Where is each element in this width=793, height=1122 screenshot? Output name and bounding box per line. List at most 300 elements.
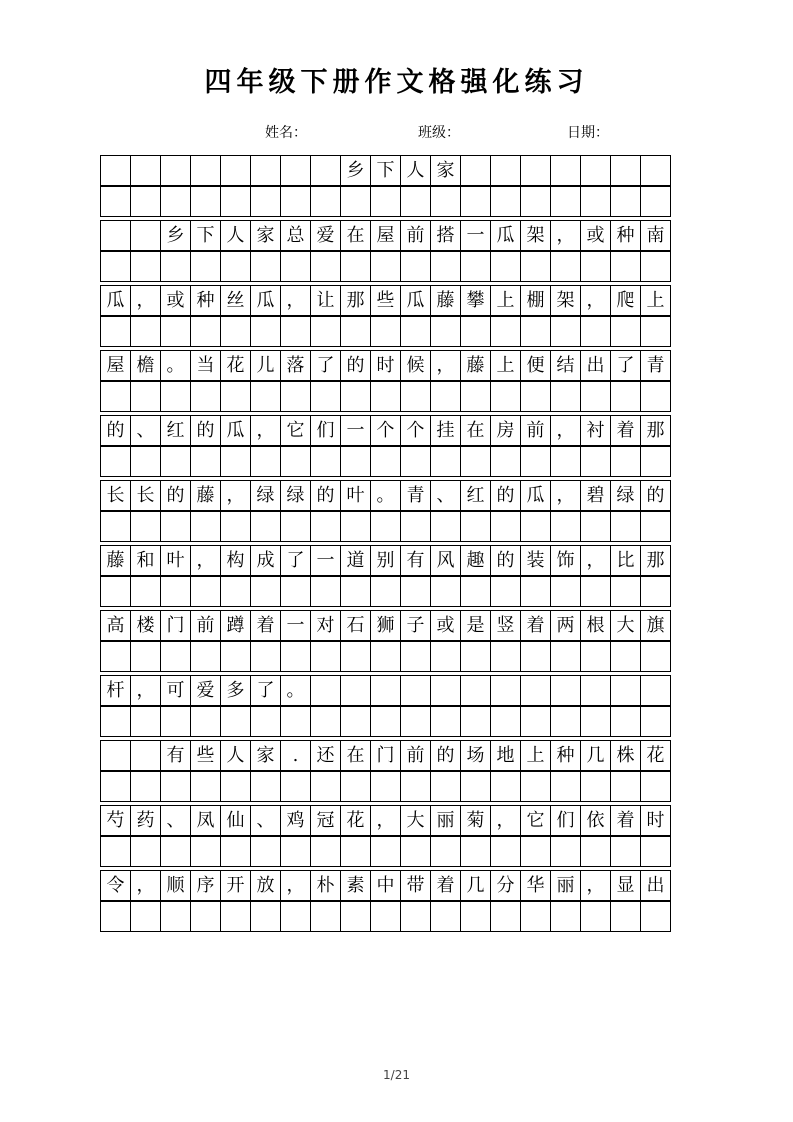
grid-cell: 旗 xyxy=(640,610,671,641)
grid-cell xyxy=(280,186,311,217)
grid-cell: 碧 xyxy=(580,480,611,511)
grid-cell xyxy=(280,706,311,737)
grid-cell xyxy=(160,511,191,542)
grid-cell xyxy=(250,155,281,186)
grid-cell xyxy=(370,641,401,672)
writing-grid xyxy=(100,155,671,932)
grid-cell xyxy=(430,186,461,217)
grid-cell xyxy=(160,901,191,932)
grid-cell: 的 xyxy=(340,350,371,381)
grid-cell: 芍 xyxy=(100,805,131,836)
grid-cell xyxy=(100,740,131,771)
grid-cell: 儿 xyxy=(250,350,281,381)
grid-cell: 放 xyxy=(250,870,281,901)
grid-cell xyxy=(610,706,641,737)
grid-cell xyxy=(460,511,491,542)
grid-cell: 了 xyxy=(310,350,341,381)
grid-cell xyxy=(550,316,581,347)
grid-cell xyxy=(220,771,251,802)
grid-cell xyxy=(370,316,401,347)
grid-cell: 衬 xyxy=(580,415,611,446)
grid-cell: 或 xyxy=(160,285,191,316)
blank-row xyxy=(100,771,671,802)
grid-cell: 。 xyxy=(280,675,311,706)
grid-cell: 藤 xyxy=(190,480,221,511)
grid-cell xyxy=(340,901,371,932)
grid-cell xyxy=(280,771,311,802)
grid-cell xyxy=(490,155,521,186)
text-row xyxy=(100,480,671,511)
grid-cell xyxy=(520,186,551,217)
grid-cell: 攀 xyxy=(460,285,491,316)
grid-cell xyxy=(370,381,401,412)
blank-row xyxy=(100,186,671,217)
grid-cell: . xyxy=(280,740,311,771)
grid-cell: 可 xyxy=(160,675,191,706)
grid-cell: 出 xyxy=(640,870,671,901)
grid-cell: 。 xyxy=(370,480,401,511)
grid-cell: 药 xyxy=(130,805,161,836)
grid-cell xyxy=(220,706,251,737)
grid-cell: ， xyxy=(550,415,581,446)
grid-cell: 便 xyxy=(520,350,551,381)
grid-cell: 乡 xyxy=(340,155,371,186)
grid-cell xyxy=(130,706,161,737)
grid-cell xyxy=(400,675,431,706)
name-label: 姓名： xyxy=(265,125,307,141)
grid-cell xyxy=(430,836,461,867)
grid-cell xyxy=(520,901,551,932)
grid-cell xyxy=(400,706,431,737)
grid-cell: 风 xyxy=(430,545,461,576)
grid-cell: 出 xyxy=(580,350,611,381)
grid-cell xyxy=(430,446,461,477)
grid-cell xyxy=(640,641,671,672)
grid-cell xyxy=(400,381,431,412)
grid-cell xyxy=(460,836,491,867)
grid-cell: 瓜 xyxy=(490,220,521,251)
grid-cell xyxy=(220,511,251,542)
grid-cell xyxy=(460,446,491,477)
grid-cell xyxy=(490,641,521,672)
grid-cell xyxy=(190,641,221,672)
grid-cell xyxy=(340,641,371,672)
grid-cell: 瓜 xyxy=(220,415,251,446)
grid-cell xyxy=(580,251,611,282)
grid-cell xyxy=(190,155,221,186)
grid-cell xyxy=(610,381,641,412)
grid-cell: 一 xyxy=(310,545,341,576)
grid-cell xyxy=(640,186,671,217)
grid-cell xyxy=(550,901,581,932)
text-row xyxy=(100,220,671,251)
grid-cell xyxy=(610,446,641,477)
grid-cell xyxy=(460,381,491,412)
grid-cell xyxy=(520,316,551,347)
grid-cell xyxy=(190,901,221,932)
grid-cell: 高 xyxy=(100,610,131,641)
grid-cell: 的 xyxy=(640,480,671,511)
grid-cell: 中 xyxy=(370,870,401,901)
grid-cell: 和 xyxy=(130,545,161,576)
grid-cell: 几 xyxy=(460,870,491,901)
grid-cell xyxy=(640,901,671,932)
grid-cell xyxy=(310,186,341,217)
grid-cell: 道 xyxy=(340,545,371,576)
grid-cell xyxy=(220,381,251,412)
grid-cell xyxy=(340,381,371,412)
grid-cell xyxy=(520,836,551,867)
grid-cell xyxy=(520,706,551,737)
grid-cell: 屋 xyxy=(370,220,401,251)
grid-cell: 场 xyxy=(460,740,491,771)
grid-cell: 青 xyxy=(400,480,431,511)
grid-cell: 绿 xyxy=(250,480,281,511)
grid-cell: 乡 xyxy=(160,220,191,251)
grid-cell xyxy=(310,771,341,802)
grid-cell: 是 xyxy=(460,610,491,641)
grid-cell xyxy=(550,836,581,867)
grid-cell xyxy=(310,381,341,412)
grid-cell xyxy=(130,186,161,217)
grid-cell xyxy=(340,186,371,217)
grid-cell xyxy=(490,316,521,347)
grid-cell: ， xyxy=(550,480,581,511)
grid-cell xyxy=(520,511,551,542)
grid-cell xyxy=(190,511,221,542)
grid-cell: 们 xyxy=(550,805,581,836)
grid-cell: 了 xyxy=(280,545,311,576)
grid-cell: 蹲 xyxy=(220,610,251,641)
grid-cell xyxy=(100,641,131,672)
grid-cell xyxy=(640,155,671,186)
grid-cell: 丝 xyxy=(220,285,251,316)
grid-cell: 在 xyxy=(340,740,371,771)
grid-cell xyxy=(130,641,161,672)
grid-cell xyxy=(160,771,191,802)
grid-cell: 在 xyxy=(460,415,491,446)
grid-cell: 人 xyxy=(400,155,431,186)
grid-cell: 棚 xyxy=(520,285,551,316)
grid-cell xyxy=(100,771,131,802)
grid-cell xyxy=(550,771,581,802)
grid-cell: 仙 xyxy=(220,805,251,836)
grid-cell: 藤 xyxy=(460,350,491,381)
grid-cell xyxy=(490,186,521,217)
grid-cell xyxy=(400,576,431,607)
grid-cell xyxy=(640,675,671,706)
grid-cell: 了 xyxy=(250,675,281,706)
grid-cell: 几 xyxy=(580,740,611,771)
grid-cell: 着 xyxy=(250,610,281,641)
grid-cell: 前 xyxy=(400,220,431,251)
grid-cell xyxy=(160,446,191,477)
grid-cell: ， xyxy=(280,870,311,901)
grid-cell xyxy=(550,155,581,186)
grid-cell xyxy=(400,836,431,867)
grid-cell xyxy=(550,576,581,607)
grid-cell xyxy=(460,675,491,706)
class-label: 班级： xyxy=(418,125,460,141)
grid-cell xyxy=(550,706,581,737)
grid-cell xyxy=(610,251,641,282)
date-label: 日期： xyxy=(567,125,609,141)
grid-cell: 种 xyxy=(190,285,221,316)
grid-cell xyxy=(100,511,131,542)
grid-cell xyxy=(640,511,671,542)
grid-cell xyxy=(250,316,281,347)
grid-cell: 狮 xyxy=(370,610,401,641)
text-row xyxy=(100,610,671,641)
grid-cell: 鸡 xyxy=(280,805,311,836)
grid-cell: 时 xyxy=(640,805,671,836)
grid-cell xyxy=(310,675,341,706)
grid-cell: 在 xyxy=(340,220,371,251)
grid-cell xyxy=(520,155,551,186)
grid-cell: ， xyxy=(220,480,251,511)
grid-cell xyxy=(460,576,491,607)
grid-cell xyxy=(640,251,671,282)
grid-cell xyxy=(190,771,221,802)
grid-cell xyxy=(370,511,401,542)
grid-cell xyxy=(460,316,491,347)
grid-cell: 显 xyxy=(610,870,641,901)
grid-cell xyxy=(280,576,311,607)
grid-cell xyxy=(490,251,521,282)
grid-cell xyxy=(640,381,671,412)
grid-cell xyxy=(340,771,371,802)
grid-cell xyxy=(460,251,491,282)
text-row xyxy=(100,675,671,706)
grid-cell xyxy=(580,446,611,477)
grid-cell xyxy=(550,675,581,706)
grid-cell: 着 xyxy=(610,415,641,446)
grid-cell xyxy=(460,771,491,802)
grid-cell: 们 xyxy=(310,415,341,446)
grid-cell xyxy=(490,706,521,737)
grid-cell xyxy=(520,771,551,802)
blank-row xyxy=(100,446,671,477)
grid-cell: 大 xyxy=(400,805,431,836)
grid-cell: 落 xyxy=(280,350,311,381)
grid-cell xyxy=(400,641,431,672)
grid-cell xyxy=(130,836,161,867)
grid-cell xyxy=(340,675,371,706)
grid-cell xyxy=(280,901,311,932)
grid-cell: 那 xyxy=(340,285,371,316)
grid-cell: 丽 xyxy=(430,805,461,836)
grid-cell: 家 xyxy=(250,220,281,251)
grid-cell: 藤 xyxy=(430,285,461,316)
grid-cell xyxy=(550,381,581,412)
grid-cell xyxy=(340,511,371,542)
grid-cell xyxy=(280,316,311,347)
grid-cell xyxy=(340,836,371,867)
grid-cell xyxy=(580,641,611,672)
grid-cell: 分 xyxy=(490,870,521,901)
grid-cell: 爱 xyxy=(310,220,341,251)
grid-cell xyxy=(370,186,401,217)
grid-cell xyxy=(400,186,431,217)
grid-cell: 的 xyxy=(490,480,521,511)
blank-row xyxy=(100,381,671,412)
grid-cell xyxy=(310,511,341,542)
grid-cell xyxy=(580,836,611,867)
blank-row xyxy=(100,576,671,607)
grid-cell xyxy=(400,251,431,282)
blank-row xyxy=(100,511,671,542)
grid-cell xyxy=(130,740,161,771)
grid-cell xyxy=(490,576,521,607)
grid-cell: ， xyxy=(430,350,461,381)
grid-cell: 冠 xyxy=(310,805,341,836)
grid-cell: 两 xyxy=(550,610,581,641)
grid-cell xyxy=(580,901,611,932)
grid-cell: 家 xyxy=(430,155,461,186)
grid-cell: ， xyxy=(580,545,611,576)
grid-cell xyxy=(640,706,671,737)
grid-cell xyxy=(370,576,401,607)
grid-cell xyxy=(310,641,341,672)
grid-cell xyxy=(220,251,251,282)
grid-cell xyxy=(280,251,311,282)
grid-cell: 的 xyxy=(190,415,221,446)
grid-cell xyxy=(190,251,221,282)
grid-cell xyxy=(100,155,131,186)
grid-cell xyxy=(100,576,131,607)
grid-cell xyxy=(370,771,401,802)
grid-cell xyxy=(250,511,281,542)
grid-cell: 凤 xyxy=(190,805,221,836)
grid-cell xyxy=(280,511,311,542)
grid-cell: 、 xyxy=(430,480,461,511)
grid-cell xyxy=(460,155,491,186)
grid-cell: 着 xyxy=(430,870,461,901)
grid-cell xyxy=(100,220,131,251)
grid-cell: 、 xyxy=(130,415,161,446)
grid-cell xyxy=(580,155,611,186)
grid-cell: 总 xyxy=(280,220,311,251)
grid-cell xyxy=(130,771,161,802)
grid-cell xyxy=(310,576,341,607)
grid-cell: 候 xyxy=(400,350,431,381)
grid-cell xyxy=(220,186,251,217)
grid-cell xyxy=(370,446,401,477)
grid-cell xyxy=(160,186,191,217)
grid-cell xyxy=(490,836,521,867)
grid-cell: 大 xyxy=(610,610,641,641)
grid-cell xyxy=(190,446,221,477)
grid-cell: 楼 xyxy=(130,610,161,641)
grid-cell: 人 xyxy=(220,740,251,771)
grid-cell: 让 xyxy=(310,285,341,316)
grid-cell: 那 xyxy=(640,545,671,576)
grid-cell: 。 xyxy=(160,350,191,381)
grid-cell: 个 xyxy=(370,415,401,446)
grid-cell: 前 xyxy=(190,610,221,641)
grid-cell: ， xyxy=(190,545,221,576)
grid-cell: 一 xyxy=(280,610,311,641)
grid-cell xyxy=(250,771,281,802)
grid-cell xyxy=(580,381,611,412)
grid-cell: 着 xyxy=(610,805,641,836)
grid-cell: 杆 xyxy=(100,675,131,706)
grid-cell xyxy=(550,511,581,542)
grid-cell xyxy=(580,675,611,706)
blank-row xyxy=(100,251,671,282)
grid-cell: 它 xyxy=(280,415,311,446)
grid-cell: 竖 xyxy=(490,610,521,641)
grid-cell xyxy=(160,155,191,186)
text-row xyxy=(100,740,671,771)
grid-cell xyxy=(160,316,191,347)
grid-cell xyxy=(310,836,341,867)
grid-cell xyxy=(610,771,641,802)
grid-cell xyxy=(280,155,311,186)
grid-cell xyxy=(610,576,641,607)
grid-cell xyxy=(610,675,641,706)
grid-cell: 朴 xyxy=(310,870,341,901)
grid-cell: 别 xyxy=(370,545,401,576)
blank-row xyxy=(100,706,671,737)
grid-cell xyxy=(520,381,551,412)
grid-cell xyxy=(610,836,641,867)
grid-cell: ， xyxy=(130,870,161,901)
grid-cell xyxy=(250,251,281,282)
grid-cell: 有 xyxy=(400,545,431,576)
grid-cell: 或 xyxy=(580,220,611,251)
text-row xyxy=(100,155,671,186)
grid-cell: 上 xyxy=(640,285,671,316)
grid-cell: 有 xyxy=(160,740,191,771)
grid-cell xyxy=(430,511,461,542)
grid-cell: 一 xyxy=(340,415,371,446)
grid-cell xyxy=(160,641,191,672)
grid-cell: 着 xyxy=(520,610,551,641)
grid-cell xyxy=(190,316,221,347)
grid-cell: 华 xyxy=(520,870,551,901)
grid-cell: 顺 xyxy=(160,870,191,901)
grid-cell: 饰 xyxy=(550,545,581,576)
grid-cell: 素 xyxy=(340,870,371,901)
grid-cell xyxy=(430,576,461,607)
grid-cell: 序 xyxy=(190,870,221,901)
grid-cell: 了 xyxy=(610,350,641,381)
grid-cell: 子 xyxy=(400,610,431,641)
grid-cell: 些 xyxy=(370,285,401,316)
text-row xyxy=(100,285,671,316)
grid-cell: 的 xyxy=(160,480,191,511)
grid-cell xyxy=(550,186,581,217)
grid-cell: 当 xyxy=(190,350,221,381)
grid-cell xyxy=(430,901,461,932)
text-row xyxy=(100,805,671,836)
grid-cell: 花 xyxy=(220,350,251,381)
grid-cell xyxy=(100,316,131,347)
grid-cell xyxy=(130,251,161,282)
grid-cell: ， xyxy=(580,285,611,316)
grid-cell xyxy=(460,641,491,672)
grid-cell: 瓜 xyxy=(400,285,431,316)
grid-cell: 个 xyxy=(400,415,431,446)
grid-cell: 檐 xyxy=(130,350,161,381)
grid-cell xyxy=(610,186,641,217)
grid-cell: 、 xyxy=(250,805,281,836)
grid-cell xyxy=(490,771,521,802)
grid-cell: 绿 xyxy=(610,480,641,511)
grid-cell xyxy=(520,446,551,477)
grid-cell: 瓜 xyxy=(100,285,131,316)
